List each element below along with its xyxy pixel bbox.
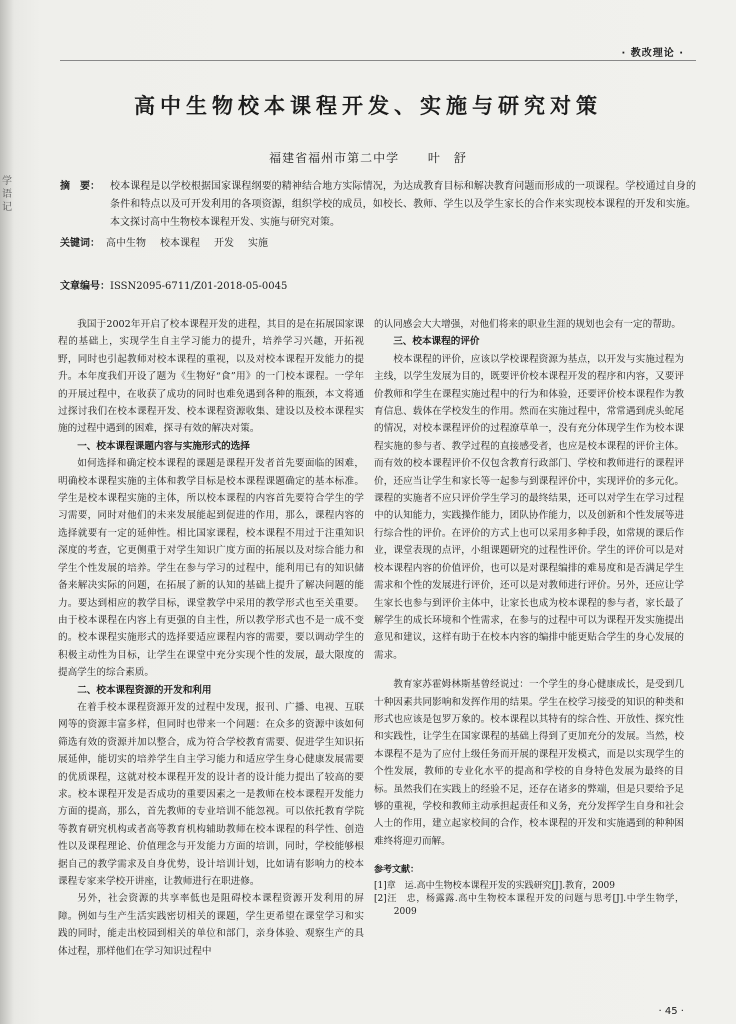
abstract	[60, 178, 696, 232]
section-tag: · 教改理论 ·	[621, 48, 684, 59]
references-heading: 参考文献：	[374, 865, 420, 876]
article-number	[60, 277, 287, 292]
references	[374, 864, 684, 919]
author-name: 叶 舒	[427, 151, 467, 165]
body-paragraph: 另外，社会资源的共享率低也是阻碍校本课程资源开发利用的屏障。例如与生产生活实践密切相关的课题，学生更希望在课堂学习和实践的同时，能走出校园到相关的单位和部门，亲身体验、观察生产的具体过程，那样他们在学习知识过程中	[58, 893, 364, 957]
section-heading: 三、校本课程的评价	[393, 336, 480, 348]
keyword: 实施	[248, 238, 268, 249]
author-affiliation: 福建省福州市第二中学	[269, 151, 400, 165]
reference-item: [1]章 运.高中生物校本课程开发的实践研究[J].教育，2009	[374, 881, 616, 892]
body-paragraph: 如何选择和确定校本课程的课题是课程开发者首先要面临的困难，明确校本课程实施的主体和教学目标是校本课程课题确定的基本标准。学生是校本课程实施的主体，所以校本课程的内容首先要符合学生的学习需要，同时对他们的未来发展能起到促进的作用，那么，课程内容的选择就要有一定的延伸性。相比国家课程，校本课程不用过于注重知识深度的考查，它更侧重于对学生知识广度方面的拓展以及对综合能力和学生个性发展的培养。学生在参与学习的过程中，能利用已有的知识储备来解决实际的问题，在拓展了新的认知的基础上提升了解决问题的能力。要达到相应的教学目标，课堂教学中采用的教学形式也至关重要。由于校本课程在内容上有更强的自主性，所以教学形式也不是一成不变的。校本课程实施形式的选择要适应课程内容的需要，要以调动学生的积极主动性为目标，让学生在课堂中充分实现个性的发展，最大限度的提高学生的综合素质。	[58, 458, 364, 679]
body-paragraph: 校本课程的评价，应该以学校课程资源为基点，以开发与实施过程为主线，以学生发展为目的，既要评价校本课程开发的程序和内容，又要评价教师和学生在课程实施过程中的行为和体验，还要评价校本课程作为教育信息、载体在学校发生的作用。然而在实施过程中，常常遇到虎头蛇尾的情况，对校本课程评价的过程潦草单一，没有充分体现学生作为校本课程实施的参与者、教学过程的直接感受者，也应是校本课程的评价主体。而有效的校本课程评价不仅包含教育行政部门、学校和教师进行的课程评价，还应当让学生和家长等一起参与到课程评价中，实现评价的多元化。课程的实施者不应只评价学生学习的最终结果，还可以对学生在学习过程中的认知能力，实践操作能力，团队协作能力，以及创新和个性发展等进行综合性的评价。在评价的方式上也可以采用多种手段，如常规的课后作业，课堂表现的点评，小组课题研究的过程性评价。学生的评价可以是对校本课程内容的价值评价，也可以是对课程编排的难易度和是否满足学生需求和个性的发展进行评价，还可以是对教师进行评价。另外，还应让学生家长也参与到评价主体中，让家长也成为校本课程的参与者，家长最了解学生的成长环境和个性需求，在参与的过程中可以为课程开发实施提出意见和建议，这样有助于在校本内容的编排中能更贴合学生的身心发展的需求。	[374, 353, 684, 661]
article-title: 高中生物校本课程开发、实施与研究对策	[134, 93, 602, 118]
body-paragraph: 我国于2002年开启了校本课程开发的进程，其目的是在拓展国家课程的基础上，实现学生自主学习能力的提升，培养学习兴趣，开拓视野，同时也引起教师对校本课程的重视，以及对校本课程开发能力的提升。本年度我们开设了题为《生物好“食”用》的一门校本课程。一学年的开展过程中，在收获了成功的同时也难免遇到各种的瓶颈，本文将通过探讨我们在校本课程开发、校本课程资源收集、建设以及校本课程实施的过程中遇到的困难，探寻有效的解决对策。	[58, 319, 364, 435]
reference-item: [2]汪 忠，杨露露.高中生物校本课程开发的问题与思考[J].中学生物学，2009	[374, 894, 684, 918]
keyword: 高中生物	[106, 238, 146, 249]
binding-margin-text	[2, 175, 14, 214]
page-number: · 45 ·	[658, 1006, 684, 1017]
article-number-value: ISSN2095-6711/Z01-2018-05-0045	[110, 281, 288, 292]
section-heading: 二、校本课程资源的开发和利用	[77, 684, 212, 696]
abstract-label: 摘 要：	[60, 181, 100, 192]
body-paragraph: 的认同感会大大增强，对他们将来的职业生涯的规划也会有一定的帮助。	[374, 319, 681, 330]
right-column	[374, 316, 684, 919]
keyword: 校本课程	[160, 238, 200, 249]
byline	[0, 149, 736, 166]
binding-char: 记	[2, 202, 12, 213]
section-heading: 一、校本课程课题内容与实施形式的选择	[77, 440, 250, 452]
header-rule	[60, 60, 696, 61]
body-paragraph: 在着手校本课程资源开发的过程中发现，报刊、广播、电视、互联网等的资源丰富多样，但同时也带来一个问题：在众多的资源中该如何筛选有效的资源并加以整合，成为符合学校教育需要、促进学生知识拓展延伸，能切实的培养学生自主学习能力和适应学生身心健康发展需要的优质课程，这就对校本课程开发的设计者的设计能力提出了较高的要求。校本课程开发是否成功的重要因素之一是教师在校本课程开发能力方面的提高，那么，首先教师的专业培训不能忽视。可以依托教育学院等教育研究机构或者高等教育机构辅助教师在校本课程的科学性、创造性以及课程理论、价值理念与开发能力方面的培训，同时，学校能够根据自己的教学需求及自身优势，设计培训计划，比如请有影响力的校本课程专家来学校开讲座，让教师进行在职进修。	[58, 701, 364, 887]
keywords-label: 关键词：	[60, 238, 100, 249]
binding-char: 语	[2, 189, 12, 200]
keywords	[60, 237, 268, 251]
article-number-label: 文章编号：	[60, 281, 110, 292]
left-column	[58, 316, 364, 960]
body-paragraph: 教育家苏霍姆林斯基曾经说过：一个学生的身心健康成长，是受到几十种因素共同影响和发挥作用的结果。学生在校学习接受的知识的种类和形式也应该是包罗万象的。校本课程以其特有的综合性、开放性、探究性和实践性，让学生在国家课程的基础上得到了更加充分的发展。当然，校本课程不是为了应付上级任务而开展的课程开发模式，而是以实现学生的个性发展，教师的专业化水平的提高和学校的自身特色发展为最终的目标。虽然我们在实践上的经验不足，还存在诸多的弊端，但是只要给予足够的重视，学校和教师主动承担起责任和义务，充分发挥学生自身和社会人士的作用，建立起家校间的合作，校本课程的开发和实施遇到的种种困难终将迎刃而解。	[374, 679, 684, 847]
binding-char: 学	[2, 176, 12, 187]
abstract-text: 校本课程是以学校根据国家课程纲要的精神结合地方实际情况，为达成教育目标和解决教育问题而形成的一项课程。学校通过自身的条件和特点以及可开发利用的各项资源，组织学校的成员，如校长、教师、学生以及学生家长的合作来实现校本课程的开发和实施。本文探讨高中生物校本课程开发、实施与研究对策。	[110, 181, 696, 228]
keyword: 开发	[214, 238, 234, 249]
